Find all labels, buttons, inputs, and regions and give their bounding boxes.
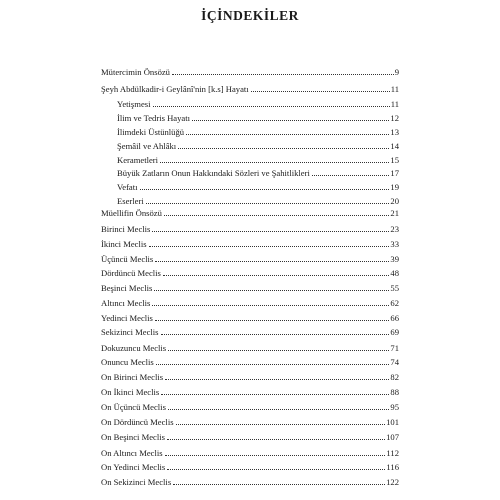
toc-entry-title: Üçüncü Meclis: [101, 254, 154, 264]
toc-entry: [101, 369, 399, 382]
toc-entry-title: İkinci Meclis: [101, 239, 147, 249]
toc-entry: [101, 399, 399, 412]
toc-entry: [101, 152, 399, 165]
dot-leader: [156, 364, 390, 365]
toc-entry-page: 11: [390, 84, 399, 94]
toc-entry-page: 19: [390, 182, 399, 192]
dot-leader: [152, 231, 389, 232]
dot-leader: [167, 439, 385, 440]
toc-entry-page: 11: [390, 99, 399, 109]
toc-entry-page: 82: [390, 372, 399, 382]
toc-entry-page: 74: [390, 357, 399, 367]
dot-leader: [140, 189, 390, 190]
toc-entry-title: On Üçüncü Meclis: [101, 402, 166, 412]
toc-entry-title: Eserleri: [117, 196, 144, 206]
toc-entry-title: Altıncı Meclis: [101, 298, 151, 308]
dot-leader: [176, 424, 386, 425]
toc-entry-title: Mütercimin Önsözü: [101, 67, 170, 77]
toc-entry: [101, 384, 399, 397]
toc-entry-title: On Yedinci Meclis: [101, 462, 166, 472]
dot-leader: [251, 91, 390, 92]
toc-entry: [101, 138, 399, 151]
toc-entry: [101, 429, 399, 442]
toc-entry-title: Yedinci Meclis: [101, 313, 153, 323]
toc-entry: [101, 64, 399, 77]
dot-leader: [165, 455, 386, 456]
toc-entry: [101, 165, 399, 178]
toc-entry: [101, 295, 399, 308]
dot-leader: [178, 148, 389, 149]
toc-entry: [101, 474, 399, 487]
toc-entry-page: 66: [390, 313, 399, 323]
toc-entry-page: 112: [386, 448, 399, 458]
toc-entry-page: 12: [390, 113, 399, 123]
toc-entry: [101, 110, 399, 123]
toc-entry-title: On Altıncı Meclis: [101, 448, 163, 458]
toc-entry-page: 71: [390, 343, 399, 353]
toc-entry-title: Birinci Meclis: [101, 224, 151, 234]
toc-entry-page: 62: [390, 298, 399, 308]
dot-leader: [155, 320, 390, 321]
toc-entry: [101, 310, 399, 323]
toc-entry-title: Şeyh Abdülkadir-i Geylânî'nin [k.s] Hayatı: [101, 84, 249, 94]
toc-entry: [101, 96, 399, 109]
toc-entry: [101, 124, 399, 137]
dot-leader: [312, 175, 390, 176]
dot-leader: [153, 106, 390, 107]
toc-entry-page: 55: [390, 283, 399, 293]
toc-entry: [101, 280, 399, 293]
toc-entry-title: Şemâil ve Ahlâkı: [117, 141, 177, 151]
toc-entry-title: Onuncu Meclis: [101, 357, 154, 367]
toc-entry: [101, 265, 399, 278]
toc-entry: [101, 414, 399, 427]
toc-entry-page: 21: [390, 208, 399, 218]
toc-entry-title: On Dördüncü Meclis: [101, 417, 174, 427]
dot-leader: [146, 203, 390, 204]
toc-entry-title: On Beşinci Meclis: [101, 432, 165, 442]
toc-entry-title: İlim ve Tedris Hayatı: [117, 113, 190, 123]
dot-leader: [186, 134, 389, 135]
toc-entry-page: 23: [390, 224, 399, 234]
toc-entry-page: 39: [390, 254, 399, 264]
toc-entry-page: 116: [386, 462, 399, 472]
dot-leader: [172, 74, 394, 75]
toc-entry-page: 17: [390, 168, 399, 178]
toc-entry-page: 33: [390, 239, 399, 249]
toc-entry: [101, 445, 399, 458]
dot-leader: [168, 350, 389, 351]
dot-leader: [168, 409, 389, 410]
toc-entry-page: 48: [390, 268, 399, 278]
toc-entry-page: 15: [390, 155, 399, 165]
toc-entry: [101, 221, 399, 234]
dot-leader: [161, 334, 390, 335]
toc-entry: [101, 236, 399, 249]
toc-entry: [101, 459, 399, 472]
toc-entry: [101, 81, 399, 94]
toc-entry-page: 14: [390, 141, 399, 151]
dot-leader: [152, 305, 389, 306]
toc-entry-title: Beşinci Meclis: [101, 283, 153, 293]
toc-entry: [101, 205, 399, 218]
toc-entry-title: Yetişmesi: [117, 99, 151, 109]
toc-entry: [101, 179, 399, 192]
dot-leader: [160, 162, 389, 163]
toc-entry-page: 95: [390, 402, 399, 412]
toc-entry-page: 101: [386, 417, 399, 427]
toc-entry: [101, 340, 399, 353]
toc-entry-title: On Sekizinci Meclis: [101, 477, 172, 487]
toc-entry-title: Büyük Zatların Onun Hakkındaki Sözleri ve Şahitlikleri: [117, 168, 310, 178]
dot-leader: [167, 469, 385, 470]
dot-leader: [161, 394, 389, 395]
dot-leader: [165, 379, 389, 380]
toc-entry-title: Dördüncü Meclis: [101, 268, 161, 278]
dot-leader: [154, 290, 389, 291]
dot-leader: [173, 484, 385, 485]
page-title: İÇİNDEKİLER: [201, 8, 299, 23]
dot-leader: [192, 120, 389, 121]
toc-entry-title: On Birinci Meclis: [101, 372, 164, 382]
toc-entry-page: 9: [394, 67, 399, 77]
toc-entry-page: 20: [390, 196, 399, 206]
dot-leader: [163, 275, 390, 276]
toc-entry: [101, 324, 399, 337]
toc-entry-title: On İkinci Meclis: [101, 387, 160, 397]
dot-leader: [149, 246, 390, 247]
toc-entry-title: Vefatı: [117, 182, 138, 192]
toc-entry-page: 13: [390, 127, 399, 137]
toc-entry: [101, 354, 399, 367]
toc-entry-title: Dokuzuncu Meclis: [101, 343, 167, 353]
toc-entry: [101, 251, 399, 264]
toc-entry-page: 88: [390, 387, 399, 397]
toc-entry-title: İlimdeki Üstünlüğü: [117, 127, 185, 137]
toc-entry-page: 69: [390, 327, 399, 337]
toc-entry-page: 107: [386, 432, 399, 442]
toc-entry-title: Müellifin Önsözü: [101, 208, 162, 218]
toc-entry-title: Kerametleri: [117, 155, 159, 165]
dot-leader: [155, 261, 389, 262]
toc-entry-page: 122: [386, 477, 399, 487]
dot-leader: [164, 215, 390, 216]
toc-entry-title: Sekizinci Meclis: [101, 327, 159, 337]
